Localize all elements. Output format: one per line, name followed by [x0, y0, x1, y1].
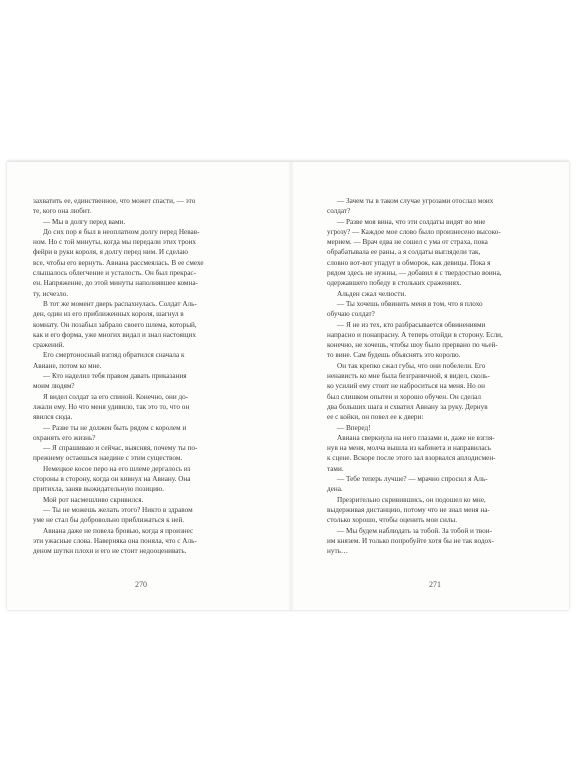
text-line: лжали ему. Но что меня удивило, так это то, что он — [33, 402, 190, 411]
text-line: фейри в руки короля, я долгу перед ним. И сделаю — [33, 248, 189, 257]
text-line: был слишком опытен и хорошо обучен. Он сделал — [327, 392, 481, 401]
text-line: — Ты хочешь обвинить меня в том, что я плохо — [337, 299, 483, 308]
text-line: Авиана сверкнула на него глазами и, даже не взгля- — [337, 433, 495, 442]
text-line: — Разве моя вина, что эти солдаты видят во мне — [337, 217, 486, 226]
text-line: Я видел солдат за его спиной. Конечно, они до- — [43, 392, 189, 401]
text-line: — Мы будем наблюдать за тобой. За тобой и твои- — [337, 526, 492, 535]
text-line: охранять его жизнь? — [33, 433, 96, 442]
text-line: ее с койки, он повел ее к двери: — [327, 413, 424, 422]
text-line: те, кого она любит. — [33, 207, 92, 216]
text-line: — Мы в долгу перед вами. — [43, 217, 126, 226]
text-line: комнату. Он позабыл забрало своего шлема, который, — [33, 320, 197, 329]
text-line: дена. — [327, 485, 343, 494]
text-line: — Кто наделил тебя правом давать приказания — [43, 372, 187, 381]
text-line: Альден сжал челюсти. — [337, 289, 407, 298]
text-line: ко усилий ему стоит не наброситься на меня. Но он — [327, 382, 485, 391]
text-line: столько хорошо, чтобы оценить мои силы. — [327, 516, 458, 525]
text-line: уме не стал бы добровольно приближаться к ней. — [33, 516, 185, 525]
text-line: нуть… — [327, 547, 349, 556]
text-line: захватить ее, единственное, что может спасти, — это — [33, 197, 196, 205]
text-line: стороны в сторону, когда он кивнул на Авиану. Она — [33, 475, 191, 484]
text-line: конечно, не хочешь, чтобы шоу было прервано по чьей- — [327, 341, 498, 350]
text-line: — Я не из тех, кто разбрасывается обвинениями — [337, 320, 486, 329]
text-line: Немецкое косое перо на его шлеме дергалось из — [43, 464, 191, 473]
text-line: нув на меня, молча вышла из кабинета и направилась — [327, 444, 492, 453]
text-line: До сих пор я был в неоплатном долгу перед Невав- — [43, 227, 200, 236]
text-line: притихла, заняв выжидательную позицию. — [33, 485, 165, 494]
text-line: обучаю солдат? — [327, 310, 375, 319]
text-line: все, чтобы его вернуть. Авиана рассмеялась. В ее смехе — [33, 258, 204, 267]
text-line: — Тебе теперь лучше? — мрачно спросил я Аль- — [337, 475, 488, 484]
text-line: эти ужасные слова. Наверняка она поняла, что с Аль- — [33, 536, 197, 545]
book-gutter — [288, 162, 294, 610]
book-spread — [7, 161, 569, 610]
text-line: выдерживая дистанцию, потому что не знал меня на- — [327, 505, 490, 514]
text-line: ном. Но с той минуты, когда мы передали этих троих — [33, 238, 197, 247]
text-line: обрабатывала ее раны, а я солдаты выглядели так, — [327, 248, 481, 257]
text-line: Авиана даже не повела бровью, когда я произнес — [43, 526, 194, 535]
text-line: словно вот-вот упадут в обморок, как девицы. Пока я — [327, 258, 491, 267]
text-line: моим людям? — [33, 382, 75, 391]
text-line: два больших шага и схватил Авиану за руку. Дернув — [327, 402, 488, 411]
text-line: напрасно и понапрасну. А теперь отойди в сторону. Если, — [327, 330, 503, 339]
text-line: ненависть ко мне была безграничной, я видел, сколь- — [327, 372, 490, 381]
text-line: сражений. — [33, 341, 65, 350]
text-line: деном шутки плохи и его не стоит недооценивать. — [33, 547, 187, 556]
text-line: им князем. И только попробуйте хотя бы не так водох- — [327, 536, 494, 545]
text-line: солдат? — [327, 207, 351, 216]
text-line: рядом здесь не нужны, — добавил я с твердостью воина, — [327, 269, 502, 278]
text-line: мерием. — Врач едва не сошел с ума от страха, пока — [327, 238, 488, 247]
text-line: угрозу? — Каждое мое слово было произнесено высоко- — [327, 227, 501, 236]
text-line: Мой рот насмешливо скривился. — [43, 495, 144, 504]
text-line: ден, один из его приближенных короля, шагнул в — [33, 310, 184, 319]
right-page-text — [327, 196, 543, 556]
text-line: — Вперед! — [337, 423, 371, 432]
text-line: тами. — [327, 464, 344, 473]
text-line: явился сюда. — [33, 413, 73, 422]
text-line: Он так крепко сжал губы, что они побелели. Его — [337, 361, 486, 370]
text-line: слышалось облегчение и усталость. Он был прекрас- — [33, 269, 196, 278]
right-page-number: 271 — [429, 580, 441, 589]
text-line: прежнему остаешься наедине с этим существом. — [33, 454, 183, 463]
text-line: В тот же момент дверь распахнулась. Солдат Аль- — [43, 299, 197, 308]
text-line: Авиане, потом ко мне. — [33, 361, 102, 370]
text-line: к сцене. Вскоре после этого зал взорвался аплодисмен- — [327, 454, 496, 463]
text-line: как и его форма, уже многих видал и знал настоящих — [33, 330, 196, 339]
text-line: — Разве ты не должен быть рядом с королем и — [43, 423, 187, 432]
text-line: Презрительно скривившись, он подошел ко мне, — [337, 495, 486, 504]
text-line: — Ты не можешь желать этого? Никто в здравом — [43, 505, 193, 514]
text-line: то вине. Сам будешь объяснять это королю. — [327, 351, 461, 360]
text-line: ту, исчезло. — [33, 289, 69, 298]
text-line: одержавшего победу в стольких сражениях. — [327, 279, 462, 288]
text-line: — Зачем ты в таком случае угрозами отослал моих — [337, 197, 494, 205]
left-page-number: 270 — [135, 580, 147, 589]
text-line: Его смертоносный взгляд обратился сначала к — [43, 351, 185, 360]
text-line: — Я спрашиваю и сейчас, выясняя, почему ты по- — [43, 444, 198, 453]
text-line: ен. Напряжение, до этой минуты наполнявшее комна- — [33, 279, 198, 288]
left-page-text — [33, 196, 249, 556]
